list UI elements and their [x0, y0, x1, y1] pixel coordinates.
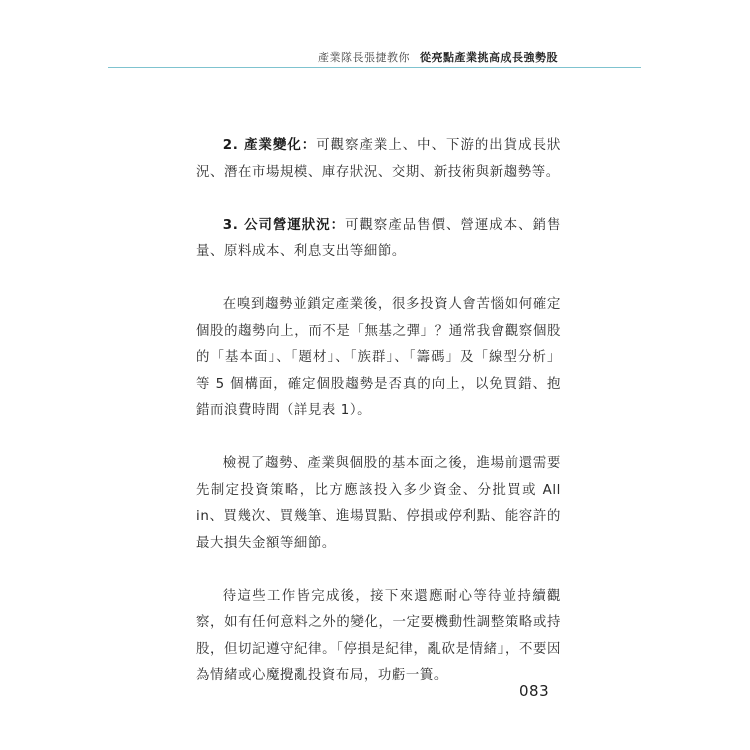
- paragraph-body: 檢視了趨勢、產業與個股的基本面之後，進場前還需要先制定投資策略，比方應該投入多少資金、分批買或 All in、買幾次、買幾筆、進場買點、停損或停利點、能容許的最大損失金額等細節。: [196, 456, 561, 551]
- paragraph-body: 可觀察產業上、中、下游的出貨成長狀況、潛在市場規模、庫存狀況、交期、新技術與新趨勢等。: [196, 138, 561, 180]
- paragraph-company-operations: [196, 213, 561, 266]
- paragraph-stock-trend: [196, 292, 561, 425]
- running-header: [318, 49, 558, 65]
- paragraph-body: 在嗅到趨勢並鎖定產業後，很多投資人會苦惱如何確定個股的趨勢向上，而不是「無基之彈」？通常我會觀察個股的「基本面」、「題材」、「族群」、「籌碼」及「線型分析」等 5 個構面，確定個股趨勢是否真的向上，以免買錯、抱錯而浪費時間（詳見表 1）。: [196, 297, 561, 418]
- header-author: 產業隊長張捷教你: [318, 51, 410, 64]
- paragraph-industry-changes: [196, 133, 561, 186]
- header-divider: [108, 67, 641, 68]
- paragraph-discipline: [196, 584, 561, 690]
- body-text: [196, 133, 561, 716]
- paragraph-body: 待這些工作皆完成後，接下來還應耐心等待並持續觀察，如有任何意料之外的變化，一定要機動性調整策略或持股，但切記遵守紀律。「停損是紀律，亂砍是情緒」，不要因為情緒或心魔攪亂投資布局，功虧一簣。: [196, 588, 561, 683]
- paragraph-lead: 2. 產業變化：: [222, 138, 317, 153]
- header-book-title: 從亮點產業挑高成長強勢股: [420, 51, 558, 64]
- paragraph-body: 可觀察產品售價、營運成本、銷售量、原料成本、利息支出等細節。: [196, 217, 561, 259]
- page-number: 083: [519, 682, 550, 700]
- paragraph-investment-strategy: [196, 451, 561, 557]
- paragraph-lead: 3. 公司營運狀況：: [222, 217, 346, 233]
